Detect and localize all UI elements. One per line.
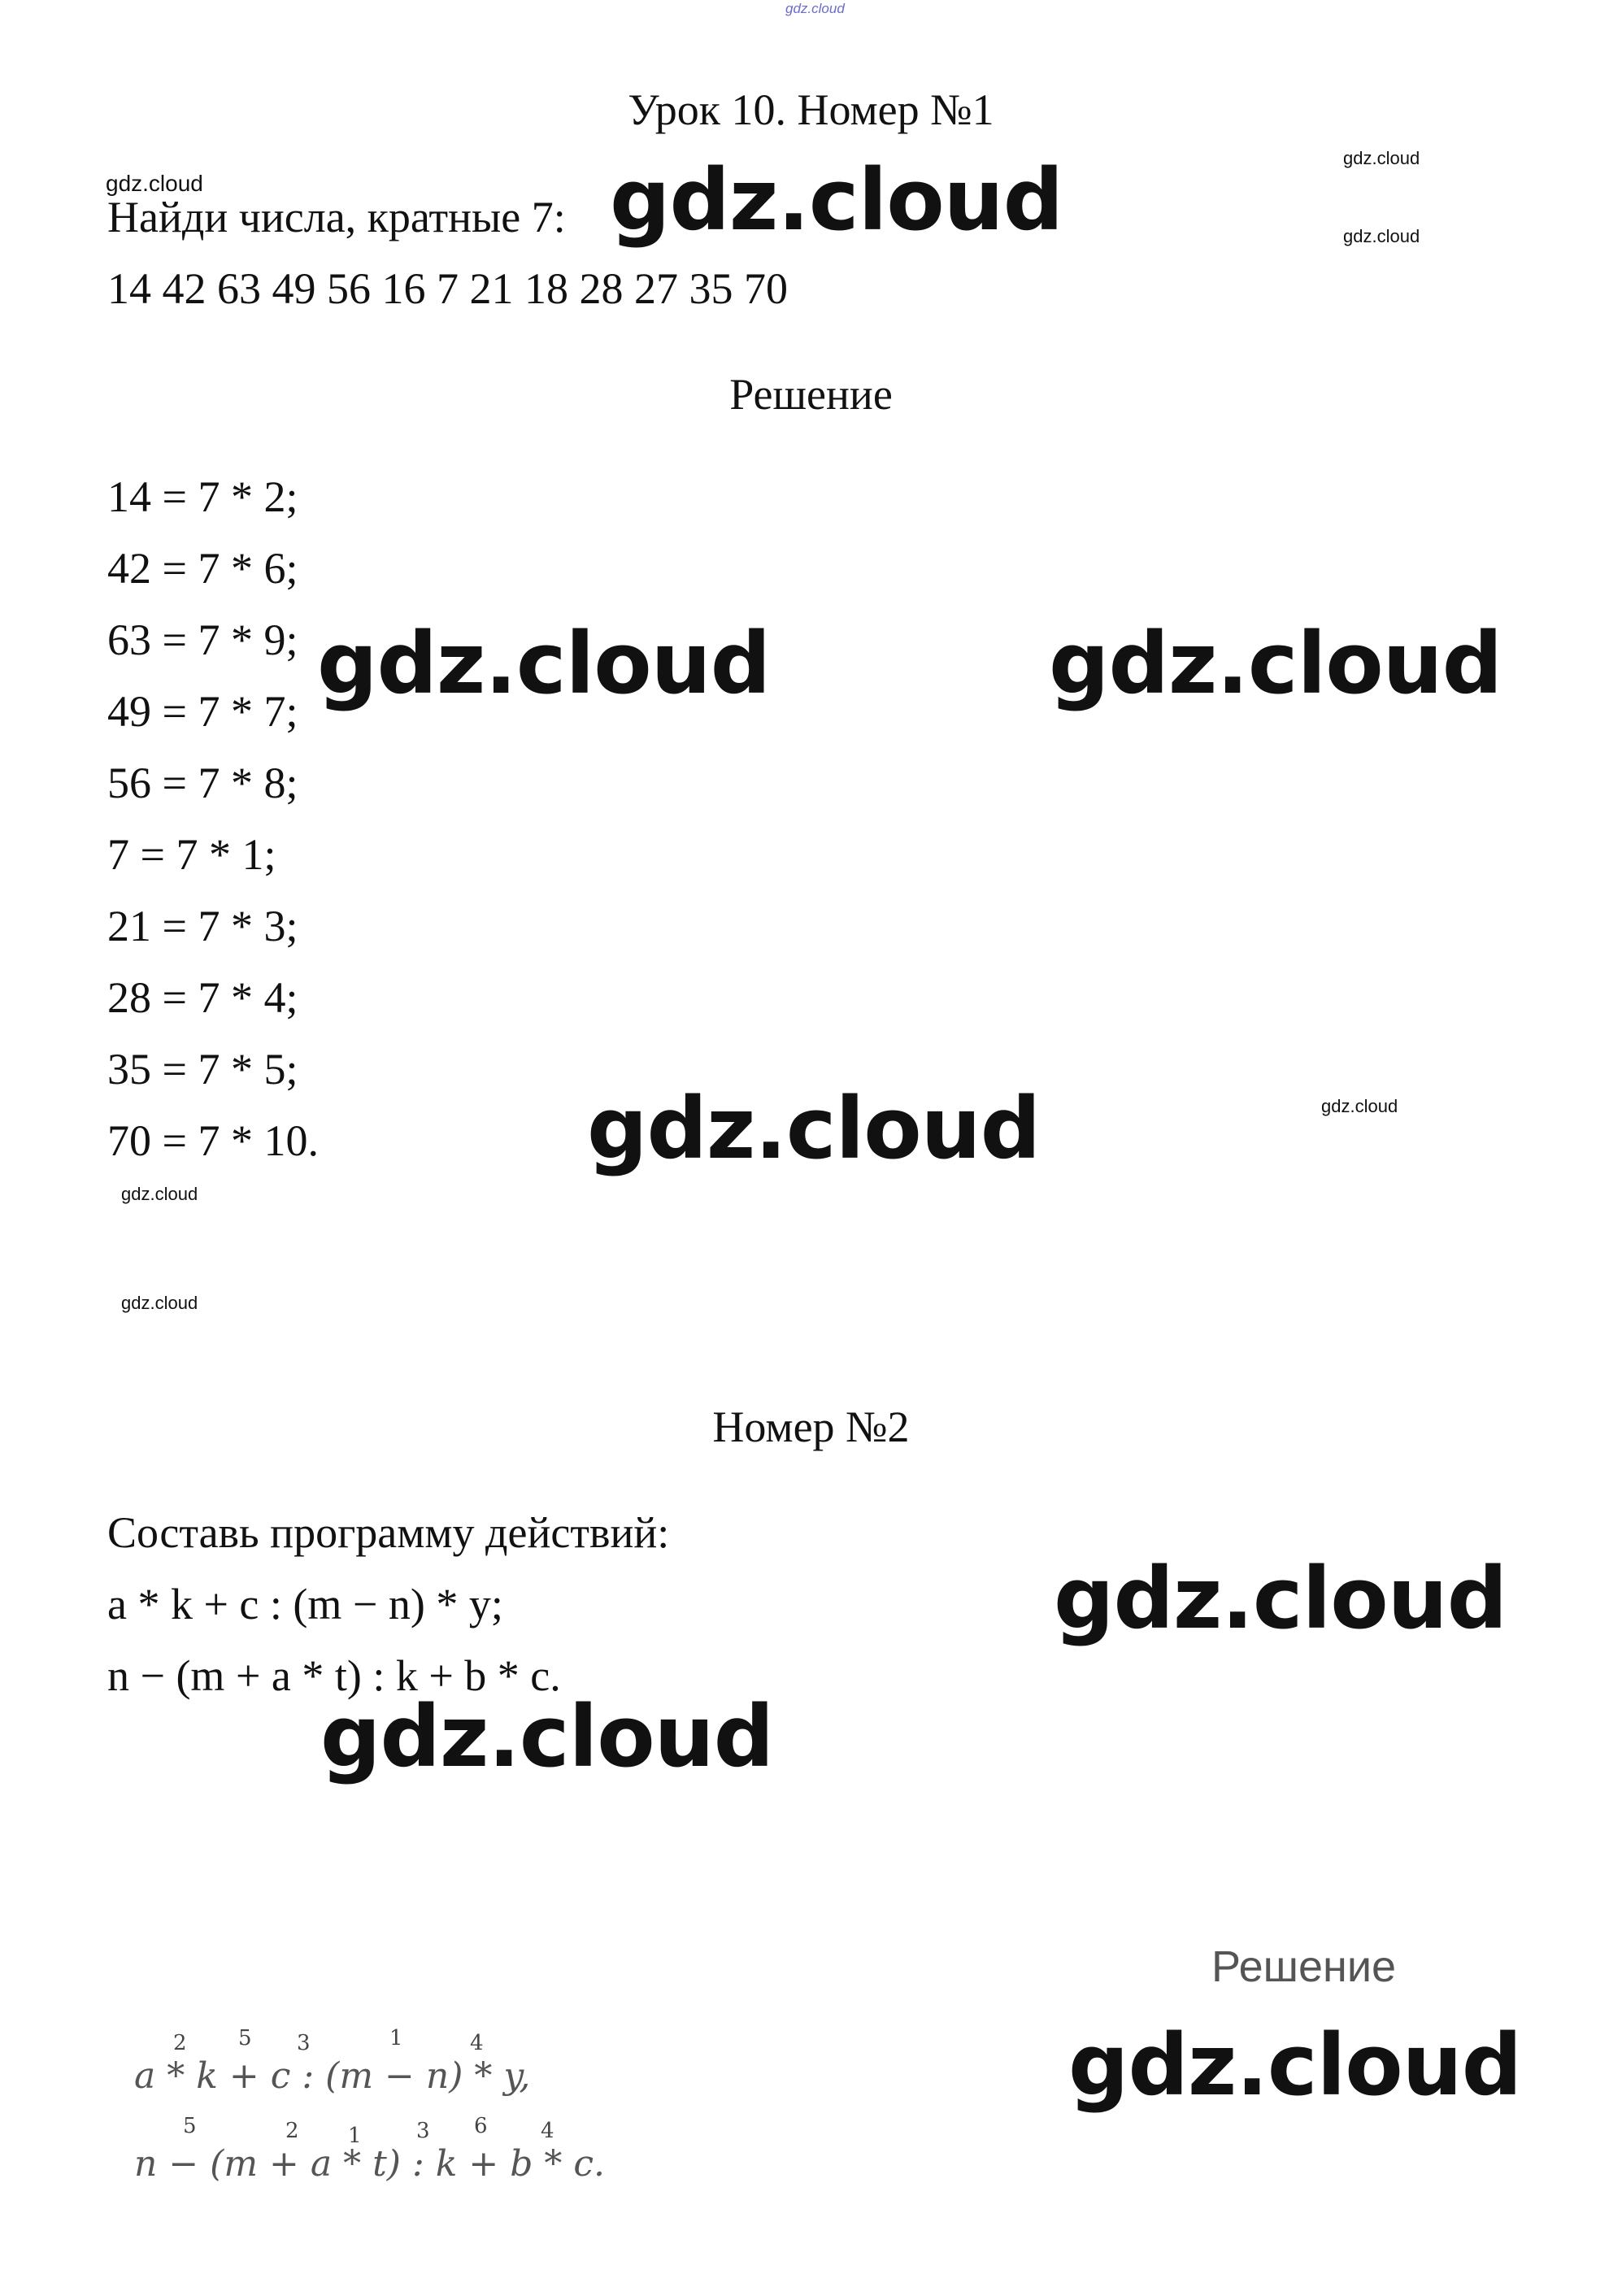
solution-line: 21 = 7 * 3;	[107, 902, 298, 950]
watermark-top: gdz.cloud	[785, 1, 845, 16]
order-number: 2	[285, 2119, 299, 2143]
watermark-big: gdz.cloud	[610, 150, 1063, 250]
watermark-big: gdz.cloud	[317, 614, 771, 713]
watermark-small: gdz.cloud	[1343, 148, 1420, 168]
watermark-small: gdz.cloud	[121, 1293, 198, 1313]
task2-expression-2: n − (m + a * t) : k + b * c.	[107, 1651, 561, 1700]
order-number: 1	[348, 2124, 362, 2148]
watermark-big: gdz.cloud	[1054, 1549, 1507, 1648]
task1-prompt: Найди числа, кратные 7:	[107, 193, 566, 241]
solution-expression-2: n − (m + a * t) : k + b * c.	[134, 2143, 606, 2185]
watermark-big: gdz.cloud	[1068, 2016, 1522, 2115]
order-number: 4	[470, 2031, 484, 2055]
order-number: 6	[474, 2114, 488, 2138]
solution-line: 7 = 7 * 1;	[107, 830, 276, 879]
task2-solution-image	[134, 2008, 606, 2195]
order-number: 1	[389, 2026, 403, 2050]
watermark-big: gdz.cloud	[320, 1687, 774, 1786]
task1-numbers: 14 42 63 49 56 16 7 21 18 28 27 35 70	[107, 264, 788, 313]
task2-title: Номер №2	[712, 1402, 910, 1451]
task2-expression-1: a * k + c : (m − n) * y;	[107, 1580, 503, 1629]
solution-line: 28 = 7 * 4;	[107, 973, 298, 1022]
watermark-small: gdz.cloud	[106, 171, 203, 196]
task2-prompt: Составь программу действий:	[107, 1508, 670, 1557]
order-number: 4	[541, 2119, 554, 2143]
solution-line: 56 = 7 * 8;	[107, 759, 298, 807]
order-number: 5	[183, 2114, 197, 2138]
order-number: 3	[416, 2119, 430, 2143]
order-number: 5	[238, 2026, 252, 2050]
watermark-big: gdz.cloud	[1049, 614, 1502, 713]
task1-solution-heading: Решение	[729, 370, 893, 419]
solution-line: 63 = 7 * 9;	[107, 615, 298, 664]
solution-line: 70 = 7 * 10.	[107, 1116, 319, 1165]
solution-line: 14 = 7 * 2;	[107, 472, 298, 521]
watermark-small: gdz.cloud	[121, 1184, 198, 1204]
task2-solution-heading: Решение	[1211, 1942, 1397, 1991]
order-number: 2	[173, 2031, 187, 2055]
watermark-small: gdz.cloud	[1343, 226, 1420, 246]
order-number: 3	[297, 2031, 311, 2055]
solution-expression-1: a * k + c : (m − n) * y,	[134, 2055, 531, 2097]
task1-title: Урок 10. Номер №1	[628, 85, 994, 134]
watermark-big: gdz.cloud	[587, 1079, 1041, 1178]
solution-line: 49 = 7 * 7;	[107, 687, 298, 736]
solution-line: 35 = 7 * 5;	[107, 1045, 298, 1094]
watermark-small: gdz.cloud	[1321, 1096, 1398, 1116]
solution-line: 42 = 7 * 6;	[107, 544, 298, 593]
